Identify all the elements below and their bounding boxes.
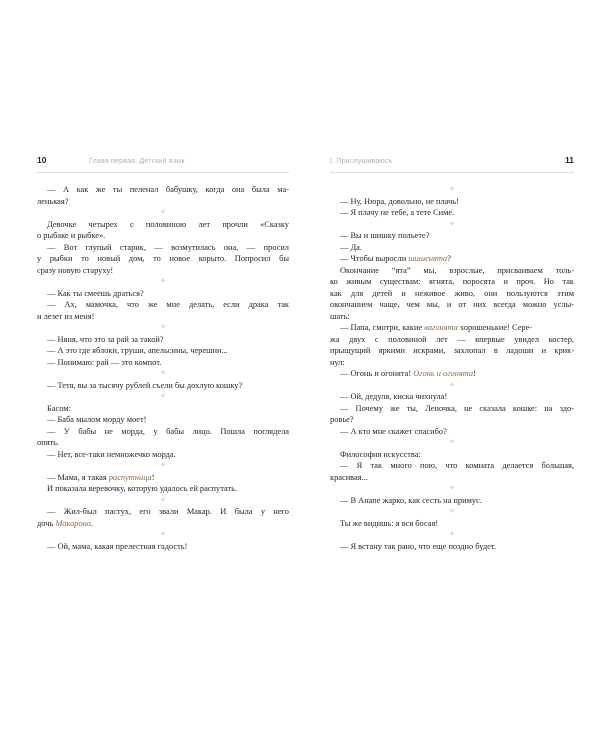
text-line: — Вы и шишку польете? bbox=[340, 231, 430, 240]
text-line: — Да. bbox=[340, 242, 362, 252]
text-line: — Нет, все-таки немножечко морда. bbox=[47, 449, 176, 459]
text-line: — Огонь и огонята! Огонь и огонята! bbox=[340, 369, 476, 378]
text-line: о рыбаке и рыбке». bbox=[37, 231, 106, 240]
text-line: — Я плачу не тебе, а тете Симе. bbox=[340, 208, 455, 217]
running-header: Глава первая. Детский язык bbox=[89, 158, 185, 165]
ornament-divider: ✧ bbox=[449, 438, 455, 446]
text-line: — Ну, Нюра, довольно, не плачь! bbox=[340, 196, 459, 206]
ornament-divider: ✧ bbox=[160, 530, 166, 538]
ornament-divider: ✧ bbox=[160, 392, 166, 400]
ornament-divider: ✧ bbox=[449, 185, 455, 193]
text-line: — У бабы не морда, у бабы лицо. Пошла поглядела bbox=[47, 426, 289, 436]
text-line: шать: bbox=[330, 311, 350, 321]
left-page-header bbox=[37, 155, 289, 173]
emphasized-word: вагонята bbox=[424, 323, 458, 332]
text-line: ленькая? bbox=[37, 196, 69, 206]
text-line: — Баба мылом морду моет! bbox=[47, 415, 147, 424]
text-line: Басом: bbox=[47, 403, 71, 413]
ornament-divider: ✧ bbox=[160, 277, 166, 285]
text-line: — А как же ты пеленал бабушку, когда она была ма- bbox=[47, 185, 289, 194]
ornament-divider: ✧ bbox=[449, 530, 455, 538]
ornament-divider: ✧ bbox=[449, 484, 455, 492]
right-page-text bbox=[330, 184, 574, 552]
text-line: — Ах, мамочка, что же мне делать, если драка так bbox=[47, 300, 289, 309]
emphasized-word: Огонь и огонята bbox=[413, 369, 474, 378]
right-page-header bbox=[330, 155, 574, 173]
ornament-divider: ✧ bbox=[449, 507, 455, 515]
text-line: — Я так много пою, что комната делается большая, bbox=[340, 461, 574, 470]
text-line: сразу новую старуху! bbox=[37, 265, 114, 275]
text-line: — Вот глупый старик, — возмутилась она, — просил bbox=[47, 242, 289, 252]
text-line: Девочке четырех с половиною лет прочли «Сказку bbox=[47, 219, 289, 229]
text-line: — Почему же ты, Леночка, не сказала кошке: на здо- bbox=[340, 403, 574, 413]
ornament-divider: ✧ bbox=[449, 380, 455, 389]
ornament-divider: ✧ bbox=[160, 323, 166, 331]
text-line: как для детей и неживое живо, они пользуются этим bbox=[330, 288, 574, 298]
text-line: — А это где яблоки, груши, апельсины, черешни... bbox=[47, 346, 228, 355]
left-page bbox=[37, 155, 289, 552]
emphasized-word: Макарона bbox=[55, 518, 92, 528]
text-line: И показала веревочку, которую удалось ей распутать. bbox=[47, 484, 238, 493]
text-line: — Как ты смеешь драться? bbox=[47, 288, 144, 298]
running-header: I. Прислушиваюсь bbox=[330, 158, 393, 165]
page-number: 11 bbox=[565, 155, 574, 165]
text-line: окончанием чаще, чем мы, и от них всегда можно услы- bbox=[330, 300, 574, 309]
text-line: ко живым существам: ягнята, поросята и проч. Но так bbox=[330, 277, 574, 286]
text-line: — Жил-был пастух, его звали Макар. И была у него bbox=[47, 507, 289, 516]
ornament-divider: ✧ bbox=[449, 219, 455, 228]
text-line: — Ой, дедуля, киска чихнула! bbox=[340, 392, 448, 401]
text-line: — Папа, смотри, какие вагонята хорошенькие! Сере- bbox=[340, 323, 533, 332]
text-line: ровье? bbox=[330, 415, 354, 424]
text-line: — Я встану так рано, что еще поздно будет. bbox=[340, 541, 496, 551]
text-line: — Няня, что это за рай за такой? bbox=[47, 334, 164, 344]
text-line: — Понимаю: рай — это компот. bbox=[47, 357, 162, 367]
text-line: Окончание “ята” мы, взрослые, присваиваем толь- bbox=[340, 265, 574, 275]
text-line: у рыбки то новый дом, то новое корыто. Попросил бы bbox=[37, 254, 289, 263]
ornament-divider: ✧ bbox=[160, 461, 166, 469]
text-line: жа двух с половиной лет — впервые увидел костер, bbox=[330, 334, 574, 344]
text-line: — А кто мне скажет спасибо? bbox=[340, 426, 447, 436]
emphasized-word: шишенята bbox=[408, 254, 448, 263]
emphasized-word: распутница bbox=[108, 472, 152, 482]
text-line: дочь Макарона. bbox=[37, 518, 94, 528]
text-line: опять. bbox=[37, 438, 60, 447]
text-line: — Чтобы выросли шишенята? bbox=[340, 254, 451, 263]
text-line: красивая... bbox=[330, 472, 368, 482]
text-line: — В Анапе жарко, как сесть на примус. bbox=[340, 495, 482, 505]
ornament-divider: ✧ bbox=[160, 208, 166, 216]
text-line: Философия искусства: bbox=[340, 449, 421, 459]
page-number: 10 bbox=[37, 155, 47, 165]
ornament-divider: ✧ bbox=[160, 495, 166, 504]
text-line: Ты же видишь: я вся босая! bbox=[340, 518, 439, 528]
text-line: — Мама, я такая распутница! bbox=[47, 472, 155, 482]
text-line: нул: bbox=[330, 357, 345, 367]
text-line: прыщущий яркими искрами, захлопал в ладоши и крик- bbox=[330, 346, 574, 355]
text-line: — Тетя, вы за тысячу рублей съели бы дохлую кошку? bbox=[47, 380, 243, 390]
ornament-divider: ✧ bbox=[160, 369, 166, 377]
left-page-text bbox=[37, 184, 289, 552]
right-page bbox=[330, 155, 574, 552]
text-line: и лезет из меня! bbox=[37, 311, 95, 321]
text-line: — Ой, мама, какая прелестная гадость! bbox=[47, 541, 188, 551]
